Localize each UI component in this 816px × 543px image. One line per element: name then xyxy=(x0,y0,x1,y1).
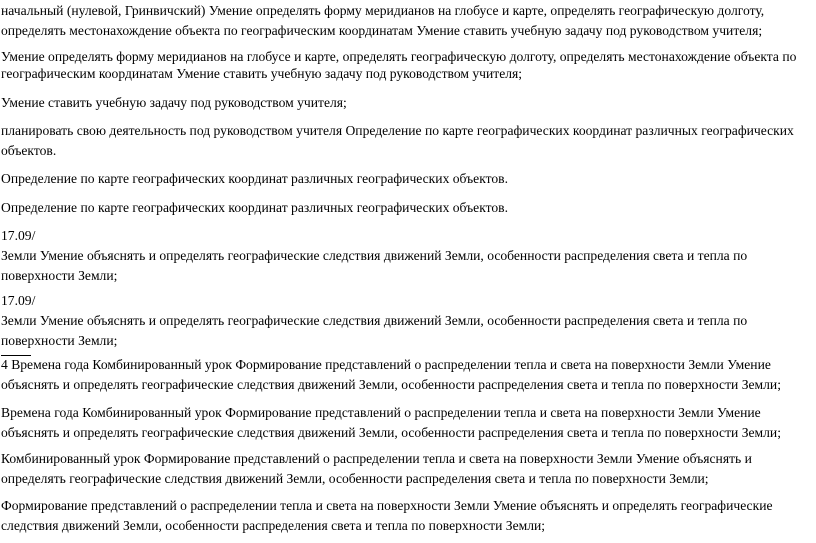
text-run: следствия движений Земли, особенности распределения света и тепла по поверхности Земли; xyxy=(1,518,546,533)
text-run: поверхности Земли; xyxy=(1,268,118,283)
text-run: Земли xyxy=(1,313,37,328)
text-run: Умение объяснять и определять географические следствия движений Земли, особенности распределения света и тепла по xyxy=(36,248,748,263)
text-run: начальный (нулевой, Гринвичский) xyxy=(1,3,206,18)
text-run: планировать свою деятельность под руководством учителя xyxy=(1,123,343,138)
paragraph-4 xyxy=(1,122,813,159)
text-run: Умение объяснять и определять географические следствия движений Земли, особенности распределения света и тепла по xyxy=(36,313,748,328)
text-run: Формирование представлений о распределении тепла и света на поверхности Земли xyxy=(1,498,490,513)
text-run: Определение по карте географических координат различных географических объектов. xyxy=(1,200,508,215)
paragraph-1 xyxy=(1,2,813,42)
text-run: Умение ставить учебную задачу под руководством учителя; xyxy=(176,66,523,81)
text-run: объяснять и определять географические следствия движений Земли, особенности распределения света и тепла по поверхности Земли; xyxy=(1,377,781,392)
text-run: Комбинированный урок xyxy=(1,451,141,466)
text-run: Умение xyxy=(723,357,771,372)
text-run: Земли xyxy=(1,248,37,263)
paragraph-2 xyxy=(1,48,813,85)
text-run: Определение по карте географических координат различных географических объектов. xyxy=(1,171,508,186)
text-run: Умение ставить учебную задачу под руководством учителя; xyxy=(416,23,763,38)
paragraph-6 xyxy=(1,199,813,216)
paragraph-3 xyxy=(1,94,813,111)
text-run: 17.09/ xyxy=(1,228,36,243)
text-run: Формирование представлений о распределении тепла и света на поверхности Земли xyxy=(221,405,714,420)
text-run: Времена года xyxy=(1,405,79,420)
text-run: Определение по карте географических координат различных географических xyxy=(345,123,794,138)
paragraph-11 xyxy=(1,450,813,487)
paragraph-8 xyxy=(1,292,813,349)
text-run: определять местонахождение объекта по географическим координатам xyxy=(1,23,417,38)
text-run: 4 xyxy=(1,357,8,372)
paragraph-5 xyxy=(1,170,813,190)
text-run: поверхности Земли; xyxy=(1,333,118,348)
text-run: Умение определять форму меридианов на глобусе и карте, определять географическую долготу, определять местонахождение объекта по xyxy=(1,49,797,64)
text-run: определять географические следствия движений Земли, особенности распределения света и тепла по поверхности Земли; xyxy=(1,471,709,486)
text-run: Умение ставить учебную задачу под руководством учителя; xyxy=(1,95,347,110)
text-run: Комбинированный урок xyxy=(78,405,222,420)
paragraph-9 xyxy=(1,356,813,393)
text-run: географическим координатам xyxy=(1,66,177,81)
text-run: 17.09/ xyxy=(1,293,36,308)
text-run: Умение объяснять и xyxy=(632,451,752,466)
paragraph-7 xyxy=(1,227,813,284)
text-run: объектов. xyxy=(1,143,57,158)
text-run: Умение xyxy=(713,405,761,420)
text-run: объяснять и определять географические следствия движений Земли, особенности распределения света и тепла по поверхности Земли; xyxy=(1,425,781,440)
text-run: Комбинированный урок xyxy=(89,357,232,372)
text-run: Формирование представлений о распределении тепла и света на поверхности Земли xyxy=(231,357,724,372)
paragraph-10 xyxy=(1,404,813,441)
text-run: Умение определять форму меридианов на глобусе и карте, определять географическую долготу, xyxy=(205,3,765,18)
paragraph-12 xyxy=(1,497,813,534)
text-run: Времена года xyxy=(7,357,90,372)
text-run: Формирование представлений о распределении тепла и света на поверхности Земли xyxy=(140,451,633,466)
text-run: Умение объяснять и определять географические xyxy=(489,498,773,513)
